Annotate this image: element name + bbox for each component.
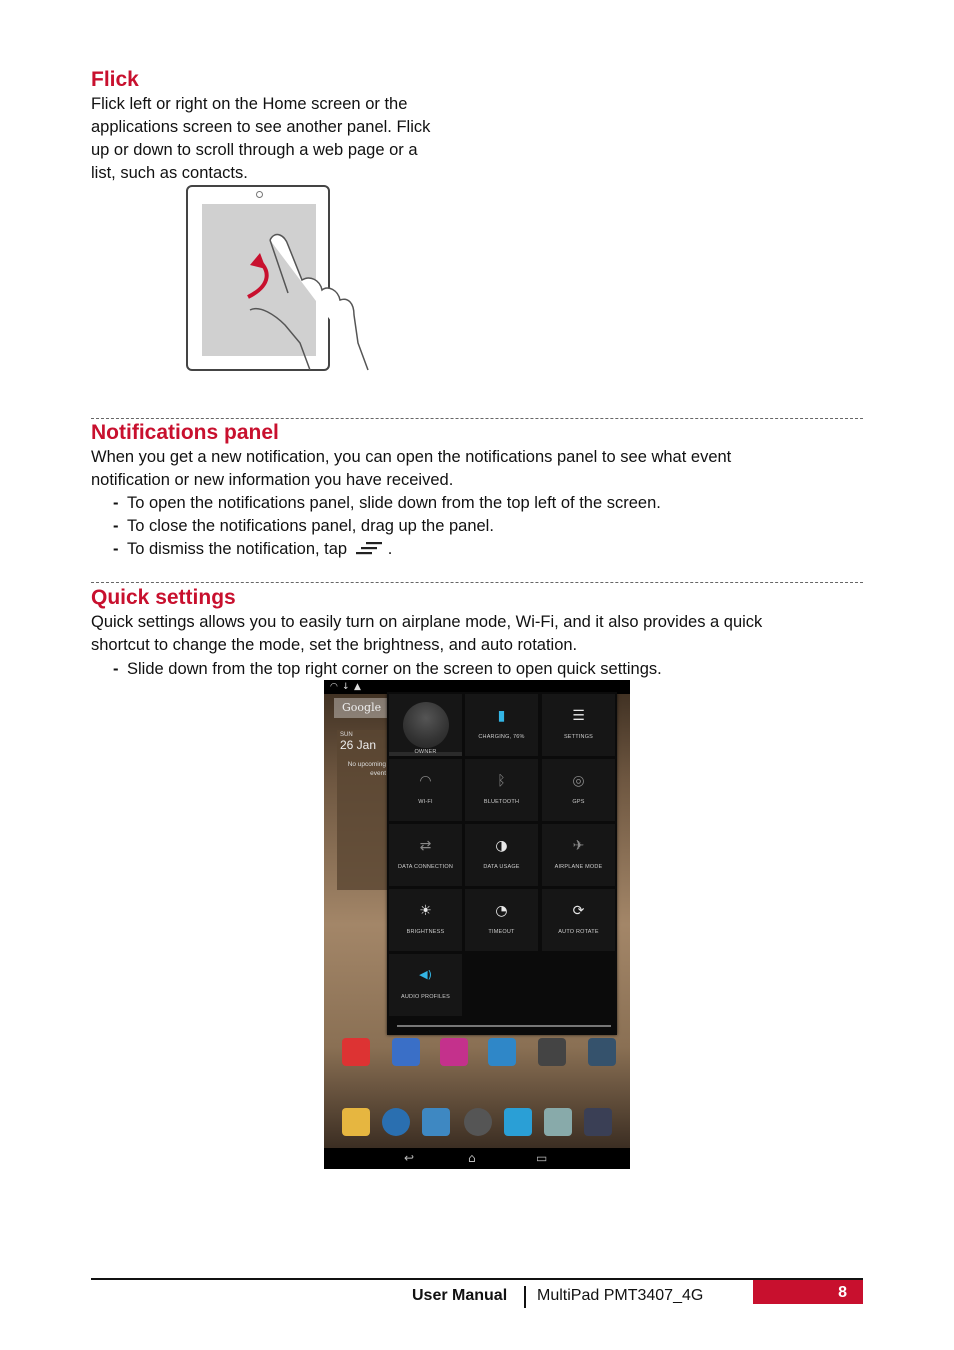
flick-text bbox=[91, 93, 471, 185]
footer-rule bbox=[91, 1278, 863, 1280]
page-number: 8 bbox=[838, 1284, 847, 1301]
quick-settings-screenshot bbox=[324, 680, 630, 1169]
calendar-date: 26 Jan bbox=[340, 738, 377, 752]
wifi-icon: ◠ bbox=[419, 773, 432, 789]
quick-settings-intro-line-1: Quick settings allows you to easily turn on airplane mode, Wi-Fi, and it also provides a quick bbox=[91, 613, 763, 631]
translate-app-icon[interactable] bbox=[392, 1038, 420, 1066]
google-search-widget[interactable]: Google bbox=[334, 698, 394, 718]
audio-profiles-icon: ◀) bbox=[419, 968, 432, 981]
tile-label: DATA USAGE bbox=[483, 864, 520, 870]
footer-title: User Manual bbox=[412, 1287, 508, 1304]
phone-app-icon[interactable] bbox=[504, 1108, 532, 1136]
section-divider bbox=[91, 582, 863, 583]
tile-label: SETTINGS bbox=[563, 734, 594, 740]
airplane-icon: ✈ bbox=[572, 838, 585, 854]
avatar-icon bbox=[403, 702, 449, 748]
flick-heading: Flick bbox=[91, 68, 139, 91]
brightness-icon: ☀ bbox=[419, 903, 432, 919]
sliders-icon: ☰ bbox=[572, 708, 585, 724]
calendar-day: SUN bbox=[340, 732, 353, 738]
file-manager-app-icon[interactable] bbox=[422, 1108, 450, 1136]
list-item: - To open the notifications panel, slide down from the top left of the screen. bbox=[113, 494, 661, 512]
data-connection-icon: ⇄ bbox=[419, 838, 432, 854]
tile-data-connection[interactable] bbox=[389, 824, 462, 886]
list-item: - Slide down from the top right corner on the screen to open quick settings. bbox=[113, 660, 662, 678]
calendar-widget[interactable] bbox=[337, 730, 389, 890]
tile-auto-rotate[interactable] bbox=[542, 889, 615, 951]
tile-label: BRIGHTNESS bbox=[406, 929, 445, 935]
quick-settings-panel bbox=[387, 692, 617, 1035]
tile-gps[interactable] bbox=[542, 759, 615, 821]
tile-label: OWNER bbox=[414, 749, 437, 755]
download-status-icon: ↓ bbox=[342, 682, 350, 692]
tile-label: WI-FI bbox=[418, 799, 433, 805]
notifications-intro-line-1: When you get a new notification, you can open the notifications panel to see what event bbox=[91, 448, 732, 466]
settings-app-icon[interactable] bbox=[588, 1038, 616, 1066]
globe-app-icon[interactable] bbox=[382, 1108, 410, 1136]
wifi-status-icon: ◠ bbox=[330, 682, 338, 692]
battery-icon: ▮ bbox=[497, 708, 506, 724]
tile-brightness[interactable] bbox=[389, 889, 462, 951]
list-item: - To close the notifications panel, drag up the panel. bbox=[113, 517, 494, 535]
browser-app-icon[interactable] bbox=[488, 1038, 516, 1066]
tile-data-usage[interactable] bbox=[465, 824, 538, 886]
notifications-list bbox=[113, 492, 853, 561]
app-row bbox=[324, 1038, 630, 1086]
back-icon[interactable]: ↩ bbox=[404, 1151, 415, 1165]
data-usage-icon: ◑ bbox=[495, 838, 508, 854]
rotate-icon: ⟳ bbox=[572, 903, 585, 919]
clear-all-icon bbox=[354, 539, 386, 557]
home-icon[interactable]: ⌂ bbox=[468, 1151, 476, 1165]
page-number-box bbox=[753, 1280, 863, 1304]
footer-separator bbox=[524, 1286, 526, 1308]
tile-label: AIRPLANE MODE bbox=[554, 864, 603, 870]
tile-owner[interactable] bbox=[389, 694, 462, 756]
timeout-icon: ◔ bbox=[495, 903, 508, 919]
gallery-app-icon[interactable] bbox=[440, 1038, 468, 1066]
flick-line-3: up or down to scroll through a web page or a bbox=[91, 141, 418, 159]
quick-settings-list bbox=[113, 658, 853, 681]
tile-label: BLUETOOTH bbox=[483, 799, 520, 805]
tile-battery[interactable] bbox=[465, 694, 538, 756]
list-item: - To dismiss the notification, tap . bbox=[113, 540, 393, 558]
tile-wifi[interactable] bbox=[389, 759, 462, 821]
notifications-intro-line-2: notification or new information you have received. bbox=[91, 471, 454, 489]
notifications-heading: Notifications panel bbox=[91, 421, 279, 444]
tile-airplane-mode[interactable] bbox=[542, 824, 615, 886]
all-apps-icon[interactable] bbox=[464, 1108, 492, 1136]
tile-label: DATA CONNECTION bbox=[397, 864, 454, 870]
email-app-icon[interactable] bbox=[342, 1108, 370, 1136]
camera-app-icon[interactable] bbox=[584, 1108, 612, 1136]
notifications-intro bbox=[91, 446, 861, 492]
tile-settings[interactable] bbox=[542, 694, 615, 756]
tile-label: AUDIO PROFILES bbox=[401, 994, 450, 1000]
quick-settings-intro bbox=[91, 611, 861, 657]
section-divider bbox=[91, 418, 863, 419]
panel-scroll-indicator bbox=[397, 1025, 611, 1027]
calculator-app-icon[interactable] bbox=[538, 1038, 566, 1066]
navigation-bar bbox=[324, 1148, 630, 1169]
hand-outline-icon bbox=[270, 235, 368, 370]
flick-line-1: Flick left or right on the Home screen or the bbox=[91, 95, 408, 113]
tile-label: GPS bbox=[572, 799, 585, 805]
recent-apps-icon[interactable]: ▭ bbox=[536, 1151, 548, 1165]
gps-icon: ◎ bbox=[572, 773, 585, 789]
maps-app-icon[interactable] bbox=[342, 1038, 370, 1066]
tile-label: AUTO ROTATE bbox=[558, 929, 599, 935]
tile-audio-profiles[interactable] bbox=[389, 954, 462, 1016]
flick-line-2: applications screen to see another panel. Flick bbox=[91, 118, 431, 136]
tablet-camera-icon bbox=[256, 191, 263, 198]
tile-bluetooth[interactable] bbox=[465, 759, 538, 821]
tile-timeout[interactable] bbox=[465, 889, 538, 951]
flick-gesture-icon bbox=[230, 225, 375, 375]
tile-label: TIMEOUT bbox=[488, 929, 515, 935]
play-store-app-icon[interactable] bbox=[544, 1108, 572, 1136]
footer-model: MultiPad PMT3407_4G bbox=[537, 1287, 704, 1304]
bluetooth-icon: ᛒ bbox=[497, 773, 506, 789]
warning-status-icon: ▲ bbox=[354, 682, 361, 692]
quick-settings-intro-line-2: shortcut to change the mode, set the brightness, and auto rotation. bbox=[91, 636, 578, 654]
quick-settings-heading: Quick settings bbox=[91, 586, 236, 609]
tile-label: CHARGING, 76% bbox=[478, 734, 525, 740]
flick-line-4: list, such as contacts. bbox=[91, 164, 248, 182]
calendar-empty-text: No upcoming event bbox=[347, 761, 386, 777]
